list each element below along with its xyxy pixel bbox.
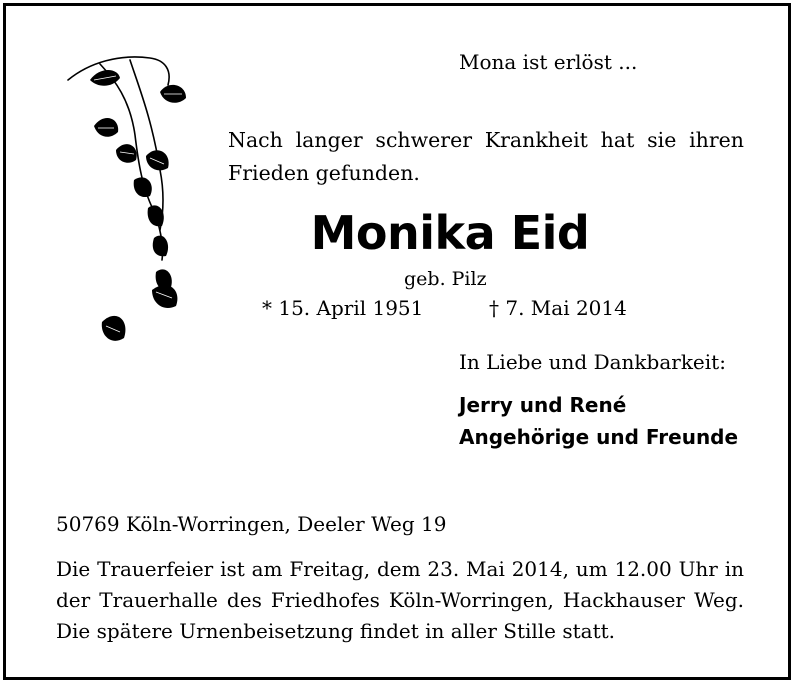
signatory: Jerry und René: [459, 393, 627, 417]
maiden-name: geb. Pilz: [404, 268, 487, 290]
death-date: † 7. Mai 2014: [489, 296, 627, 320]
motto-text: Mona ist erlöst ...: [459, 50, 638, 74]
deceased-name: Monika Eid: [310, 206, 590, 260]
mourning-address: 50769 Köln-Worringen, Deeler Weg 19: [56, 512, 447, 536]
thanks-line: In Liebe und Dankbarkeit:: [459, 350, 726, 374]
birch-branch-icon: [60, 40, 210, 370]
signatory: Angehörige und Freunde: [459, 425, 739, 449]
intro-text: Nach langer schwerer Krankheit hat sie ihren Frieden gefunden.: [228, 128, 744, 185]
birth-date: * 15. April 1951: [262, 296, 424, 320]
funeral-service-info: Die Trauerfeier ist am Freitag, dem 23. Mai 2014, um 12.00 Uhr in der Trauerhalle des Friedhofes Köln-Worringen, Hackhauser Weg. Die spätere Urnenbeisetzung findet in aller Stille statt.: [56, 557, 744, 643]
